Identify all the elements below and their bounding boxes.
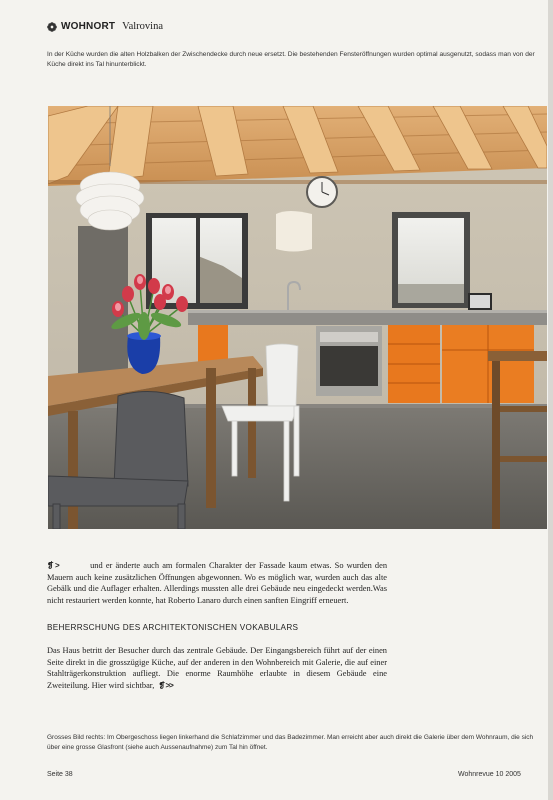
paragraph-text: Das Haus betritt der Besucher durch das zentrale Gebäude. Der Eingangsbereich führt auf der einen Seite direkt in die grosszügige Küche, auf der anderen in den Wohnbereich mit Galerie, die auf einer Stahlträgerkonstruktion aufliegt. Die enorme Raumhöhe erlaubte in diesem Gebäude eine Zweiteilung. Hier wird sichtbar,: [47, 646, 387, 690]
article-paragraph-2: [47, 645, 387, 691]
article-subheading: BEHERRSCHUNG DES ARCHITEKTONISCHEN VOKABULARS: [47, 623, 299, 632]
place-name: Valrovina: [122, 21, 163, 32]
section-header: [47, 21, 163, 32]
article-paragraph-1: [47, 560, 387, 606]
photo-caption: Grosses Bild rechts: Im Obergeschoss liegen linkerhand die Schlafzimmer und das Badezimmer. Man erreicht aber auch direkt die Galerie über dem Wohnraum, die sich über eine grosse Glasfront (siehe auch Aussenaufnahme) zum Tal hin öffnet.: [47, 734, 534, 751]
continue-marker: ❡ >: [47, 561, 59, 570]
flower-icon: [47, 22, 57, 32]
kitchen-illustration: [48, 106, 547, 529]
kitchen-photo: [48, 106, 547, 529]
continue-marker: ❡ >>: [158, 680, 173, 690]
intro-caption: In der Küche wurden die alten Holzbalken der Zwischendecke durch neue ersetzt. Die bestehenden Fensteröffnungen wurden optimal ausgenutzt, sodass man von der Küche direkt ins Tal hinunterblickt.: [47, 51, 535, 68]
issue-label: Wohnrevue 10 2005: [458, 771, 521, 778]
page-edge: [548, 0, 553, 800]
section-label: WOHNORT: [61, 21, 116, 32]
page-number: Seite 38: [47, 771, 73, 778]
paragraph-text: und er änderte auch am formalen Charakter der Fassade kaum etwas. So wurden den Mauern auch keine zusätzlichen Öffnungen abgewonnen. Wo es möglich war, wurden auch das alte Gebälk und die Auflager erhalten. Allerdings mussten alle drei Gebäude neu eingedeckt werden.Was nicht restauriert werden konnte, hat Roberto Lanaro durch einen sanften Eingriff erneuert.: [47, 561, 388, 605]
